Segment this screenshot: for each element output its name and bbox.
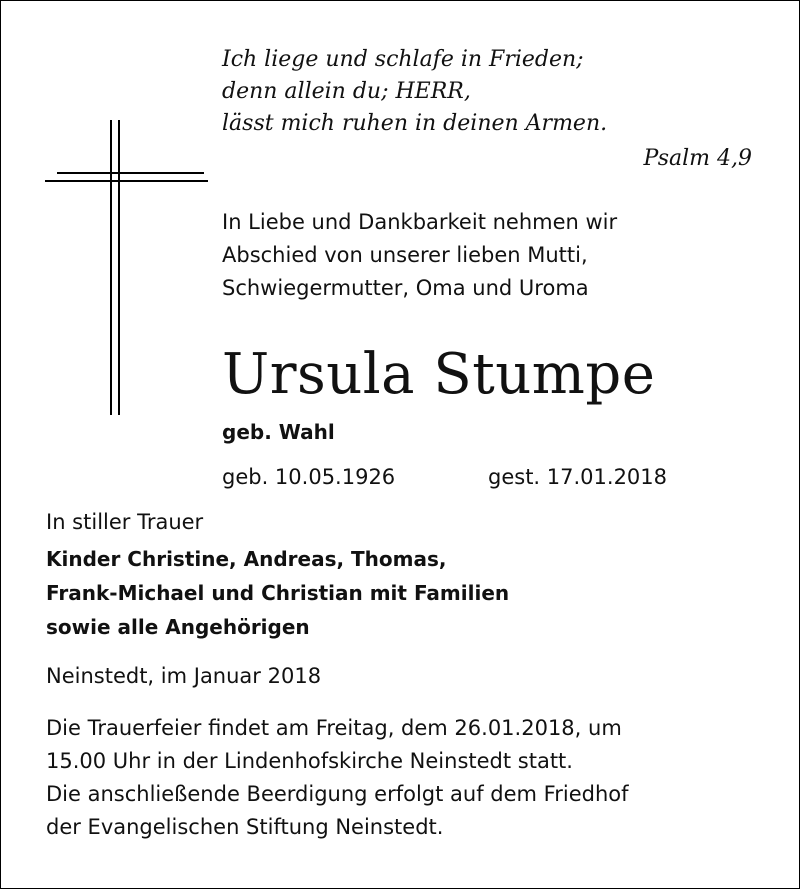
intro-line: In Liebe und Dankbarkeit nehmen wir bbox=[222, 210, 618, 234]
intro-text bbox=[222, 206, 617, 305]
intro-line: Abschied von unserer lieben Mutti, bbox=[222, 243, 588, 267]
mourning-label: In stiller Trauer bbox=[46, 510, 204, 534]
bible-verse bbox=[222, 44, 607, 140]
funeral-line: der Evangelischen Stiftung Neinstedt. bbox=[46, 815, 444, 839]
funeral-line: 15.00 Uhr in der Lindenhofskirche Neinstedt statt. bbox=[46, 749, 573, 773]
funeral-line: Die Trauerfeier findet am Freitag, dem 26.01.2018, um bbox=[46, 716, 622, 740]
death-date: gest. 17.01.2018 bbox=[488, 465, 668, 489]
funeral-info bbox=[46, 712, 629, 844]
mourners-list bbox=[46, 542, 509, 644]
mourners-line: Frank-Michael und Christian mit Familien bbox=[46, 581, 510, 605]
deceased-name: Ursula Stumpe bbox=[222, 342, 656, 407]
verse-reference: Psalm 4,9 bbox=[643, 146, 752, 171]
place-date: Neinstedt, im Januar 2018 bbox=[46, 664, 322, 688]
mourners-line: sowie alle Angehörigen bbox=[46, 615, 310, 639]
verse-line: Ich liege und schlafe in Frieden; bbox=[222, 47, 584, 72]
birth-date: geb. 10.05.1926 bbox=[222, 465, 396, 489]
verse-line: lässt mich ruhen in deinen Armen. bbox=[222, 111, 608, 136]
funeral-line: Die anschließende Beerdigung erfolgt auf dem Friedhof bbox=[46, 782, 629, 806]
intro-line: Schwiegermutter, Oma und Uroma bbox=[222, 276, 589, 300]
mourners-line: Kinder Christine, Andreas, Thomas, bbox=[46, 547, 447, 571]
verse-line: denn allein du; HERR, bbox=[222, 79, 471, 104]
maiden-name: geb. Wahl bbox=[222, 420, 335, 444]
